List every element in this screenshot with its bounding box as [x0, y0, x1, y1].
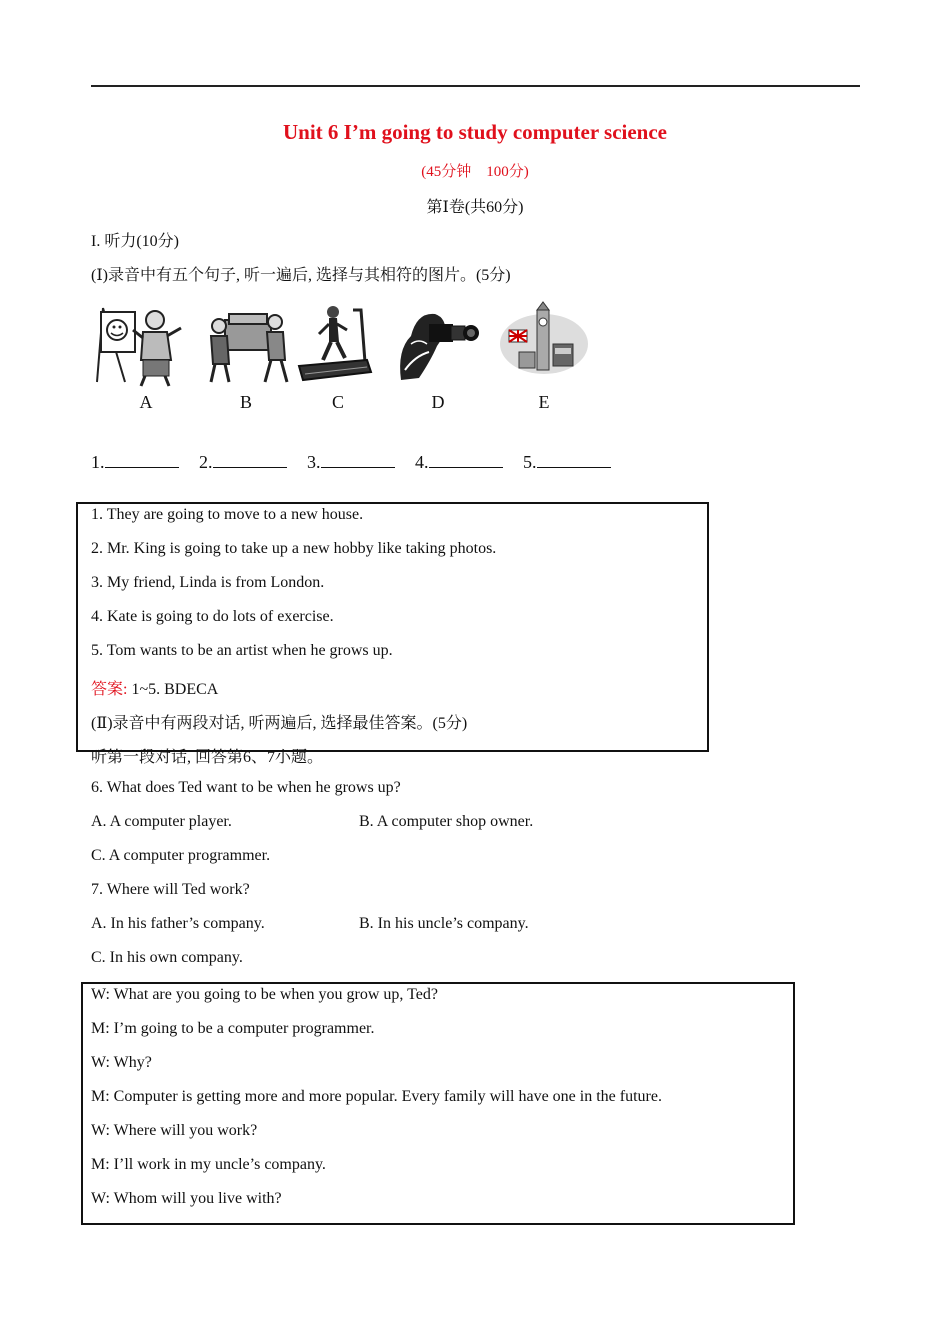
transcript-line: 2. Mr. King is going to take up a new hobby like taking photos.: [91, 540, 497, 557]
answer-blank-3[interactable]: [321, 453, 395, 468]
london-landmarks-icon: [499, 300, 589, 390]
option-7b[interactable]: B. In his uncle’s company.: [359, 915, 529, 932]
answer-line: [91, 676, 218, 699]
transcript-line: 1. They are going to move to a new house.: [91, 506, 364, 523]
option-6c[interactable]: C. A computer programmer.: [91, 847, 271, 864]
blank-label: 2.: [199, 452, 213, 472]
option-6b[interactable]: B. A computer shop owner.: [359, 813, 534, 830]
dialog-line: M: I’ll work in my uncle’s company.: [91, 1156, 326, 1173]
part1-instruction: (Ⅰ)录音中有五个句子, 听一遍后, 选择与其相符的图片。(5分): [91, 267, 511, 284]
answer-blank-2[interactable]: [213, 453, 287, 468]
option-7a[interactable]: A. In his father’s company.: [91, 915, 265, 932]
answer-blanks: [91, 452, 627, 473]
dialog-line: M: I’m going to be a computer programmer.: [91, 1020, 375, 1037]
question-7: 7. Where will Ted work?: [91, 881, 250, 898]
blank-label: 5.: [523, 452, 537, 472]
dialog-line: W: Whom will you live with?: [91, 1190, 282, 1207]
picture-label-a: A: [139, 392, 153, 412]
dialog-line: M: Computer is getting more and more popular. Every family will have one in the future.: [91, 1088, 662, 1105]
answer-blank-1[interactable]: [105, 453, 179, 468]
answer-text: 1~5. BDECA: [127, 681, 219, 698]
time-score: (45分钟 100分): [421, 164, 529, 180]
picture-label-e: E: [538, 392, 550, 412]
painter-icon: [95, 300, 185, 390]
blank-label: 1.: [91, 452, 105, 472]
blank-label: 3.: [307, 452, 321, 472]
part2-instruction: (Ⅱ)录音中有两段对话, 听两遍后, 选择最佳答案。(5分): [91, 715, 468, 732]
page-title: Unit 6 I’m going to study computer science: [282, 120, 667, 144]
answer-label: 答案:: [91, 681, 128, 698]
photographer-icon: [391, 300, 481, 390]
transcript-line: 3. My friend, Linda is from London.: [91, 574, 325, 591]
dialog-line: W: What are you going to be when you grow up, Ted?: [91, 986, 438, 1003]
blank-label: 4.: [415, 452, 429, 472]
answer-blank-4[interactable]: [429, 453, 503, 468]
answer-blank-5[interactable]: [537, 453, 611, 468]
volume-heading: 第Ⅰ卷(共60分): [426, 199, 524, 216]
picture-options: [95, 300, 595, 420]
option-7c[interactable]: C. In his own company.: [91, 949, 243, 966]
section-heading-listening: I. 听力(10分): [91, 233, 179, 250]
picture-label-b: B: [239, 392, 252, 412]
picture-label-c: C: [331, 392, 344, 412]
question-6: 6. What does Ted want to be when he grows up?: [91, 779, 401, 796]
dialog-line: W: Where will you work?: [91, 1122, 258, 1139]
dialog1-instruction: 听第一段对话, 回答第6、7小题。: [91, 749, 324, 766]
transcript-line: 4. Kate is going to do lots of exercise.: [91, 608, 334, 625]
treadmill-runner-icon: [293, 300, 383, 390]
dialog-line: W: Why?: [91, 1054, 152, 1071]
option-6a[interactable]: A. A computer player.: [91, 813, 232, 830]
transcript-line: 5. Tom wants to be an artist when he grows up.: [91, 642, 393, 659]
picture-label-d: D: [431, 392, 445, 412]
top-rule: [91, 85, 860, 87]
movers-icon: [203, 300, 293, 390]
